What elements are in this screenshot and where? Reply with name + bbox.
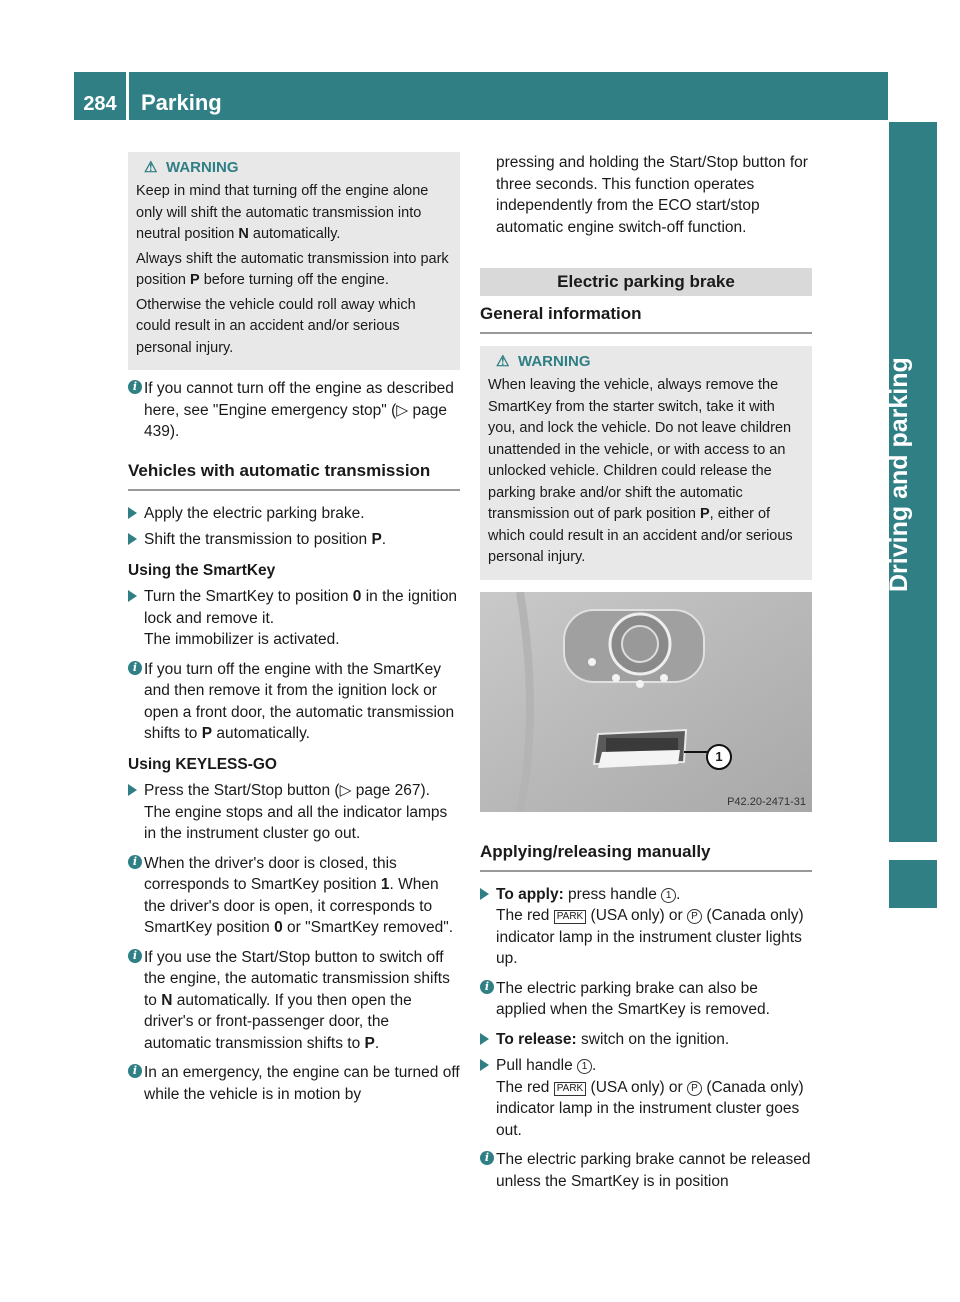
side-tab-label: Driving and parking	[885, 357, 913, 592]
park-indicator-symbol: PARK	[554, 910, 587, 924]
info-note: i When the driver's door is closed, this corresponds to SmartKey position 1. When the driver's door is open, it corresponds to SmartKey position 0 or "SmartKey removed".	[128, 853, 460, 939]
info-icon: i	[480, 1151, 494, 1165]
step-item: To apply: press handle 1 . The red PARK (USA only) or P (Canada only) indicator lamp in the instrument cluster lights up.	[480, 884, 812, 970]
warning-box	[128, 152, 460, 370]
side-marker	[889, 860, 937, 908]
info-note: i If you use the Start/Stop button to switch off the engine, the automatic transmission shifts to N automatically. If you then open the driver's or front-passenger door, the automatic transmission shifts to P.	[128, 947, 460, 1055]
info-note: i In an emergency, the engine can be turned off while the vehicle is in motion by	[128, 1062, 460, 1105]
page-title: Parking	[129, 72, 888, 120]
warning-title: ⚠ WARNING	[496, 353, 591, 370]
info-icon: i	[128, 1064, 142, 1078]
step-item: Apply the electric parking brake.	[128, 503, 460, 525]
info-icon: i	[128, 949, 142, 963]
arrow-icon	[480, 1033, 489, 1045]
info-note: i The electric parking brake cannot be released unless the SmartKey is in position	[480, 1149, 812, 1192]
warning-icon: ⚠	[144, 159, 158, 176]
arrow-icon	[128, 590, 137, 602]
right-column	[480, 152, 812, 1192]
arrow-icon	[128, 784, 137, 796]
info-note: i If you cannot turn off the engine as described here, see "Engine emergency stop" (▷ page 439).	[128, 378, 460, 443]
subheading: Using the SmartKey	[128, 561, 276, 579]
callout-1: 1	[706, 744, 732, 770]
info-icon: i	[128, 855, 142, 869]
warning-text: When leaving the vehicle, always remove the SmartKey from the starter switch, take it with you, and lock the vehicle. Do not leave children unattended in the vehicle, or with access to an unlocked vehicle. Children could release the parking brake and/or shift the automatic transmission out of park position P, either of which could result in an accident and/or serious personal injury.	[488, 377, 793, 565]
park-indicator-symbol: PARK	[554, 1082, 587, 1096]
step-item: To release: switch on the ignition.	[480, 1029, 812, 1051]
warning-text: Otherwise the vehicle could roll away which could result in an accident and/or serious personal injury.	[136, 296, 416, 356]
step-item: Turn the SmartKey to position 0 in the ignition lock and remove it. The immobilizer is activated.	[128, 586, 460, 651]
section-heading: Applying/releasing manually	[480, 842, 812, 872]
section-heading: Vehicles with automatic transmission	[128, 461, 460, 491]
warning-icon: ⚠	[496, 353, 510, 370]
section-banner: Electric parking brake	[480, 268, 812, 296]
step-item: Shift the transmission to position P.	[128, 529, 460, 551]
step-item: Press the Start/Stop button (▷ page 267). The engine stops and all the indicator lamps in the instrument cluster go out.	[128, 780, 460, 845]
callout-ref: 1	[661, 888, 676, 903]
subheading: Using KEYLESS-GO	[128, 755, 277, 773]
step-item: Pull handle 1 . The red PARK (USA only) or P (Canada only) indicator lamp in the instrument cluster goes out.	[480, 1055, 812, 1141]
arrow-icon	[128, 533, 137, 545]
info-note: i If you turn off the engine with the SmartKey and then remove it from the ignition lock or open a front door, the automatic transmission shifts to P automatically.	[128, 659, 460, 745]
arrow-icon	[480, 888, 489, 900]
parking-brake-illustration	[480, 592, 812, 812]
warning-text: Always shift the automatic transmission into park position P before turning off the engine.	[136, 250, 449, 288]
continued-text: pressing and holding the Start/Stop button for three seconds. This function operates independently from the ECO start/stop automatic engine switch-off function.	[496, 154, 808, 236]
left-column	[128, 152, 460, 1105]
info-note: i The electric parking brake can also be applied when the SmartKey is removed.	[480, 978, 812, 1021]
parking-brake-figure	[480, 592, 812, 812]
p-indicator-symbol: P	[687, 909, 702, 924]
p-indicator-symbol: P	[687, 1081, 702, 1096]
warning-text: Keep in mind that turning off the engine alone only will shift the automatic transmission into neutral position N automatically.	[136, 183, 429, 242]
info-icon: i	[128, 661, 142, 675]
callout-ref: 1	[577, 1059, 592, 1074]
page-number: 284	[74, 72, 126, 120]
arrow-icon	[480, 1059, 489, 1071]
warning-box	[480, 346, 812, 580]
figure-id: P42.20-2471-31	[727, 795, 806, 808]
warning-title: ⚠ WARNING	[144, 159, 239, 176]
section-heading: General information	[480, 304, 812, 334]
arrow-icon	[128, 507, 137, 519]
info-icon: i	[128, 380, 142, 394]
info-icon: i	[480, 980, 494, 994]
